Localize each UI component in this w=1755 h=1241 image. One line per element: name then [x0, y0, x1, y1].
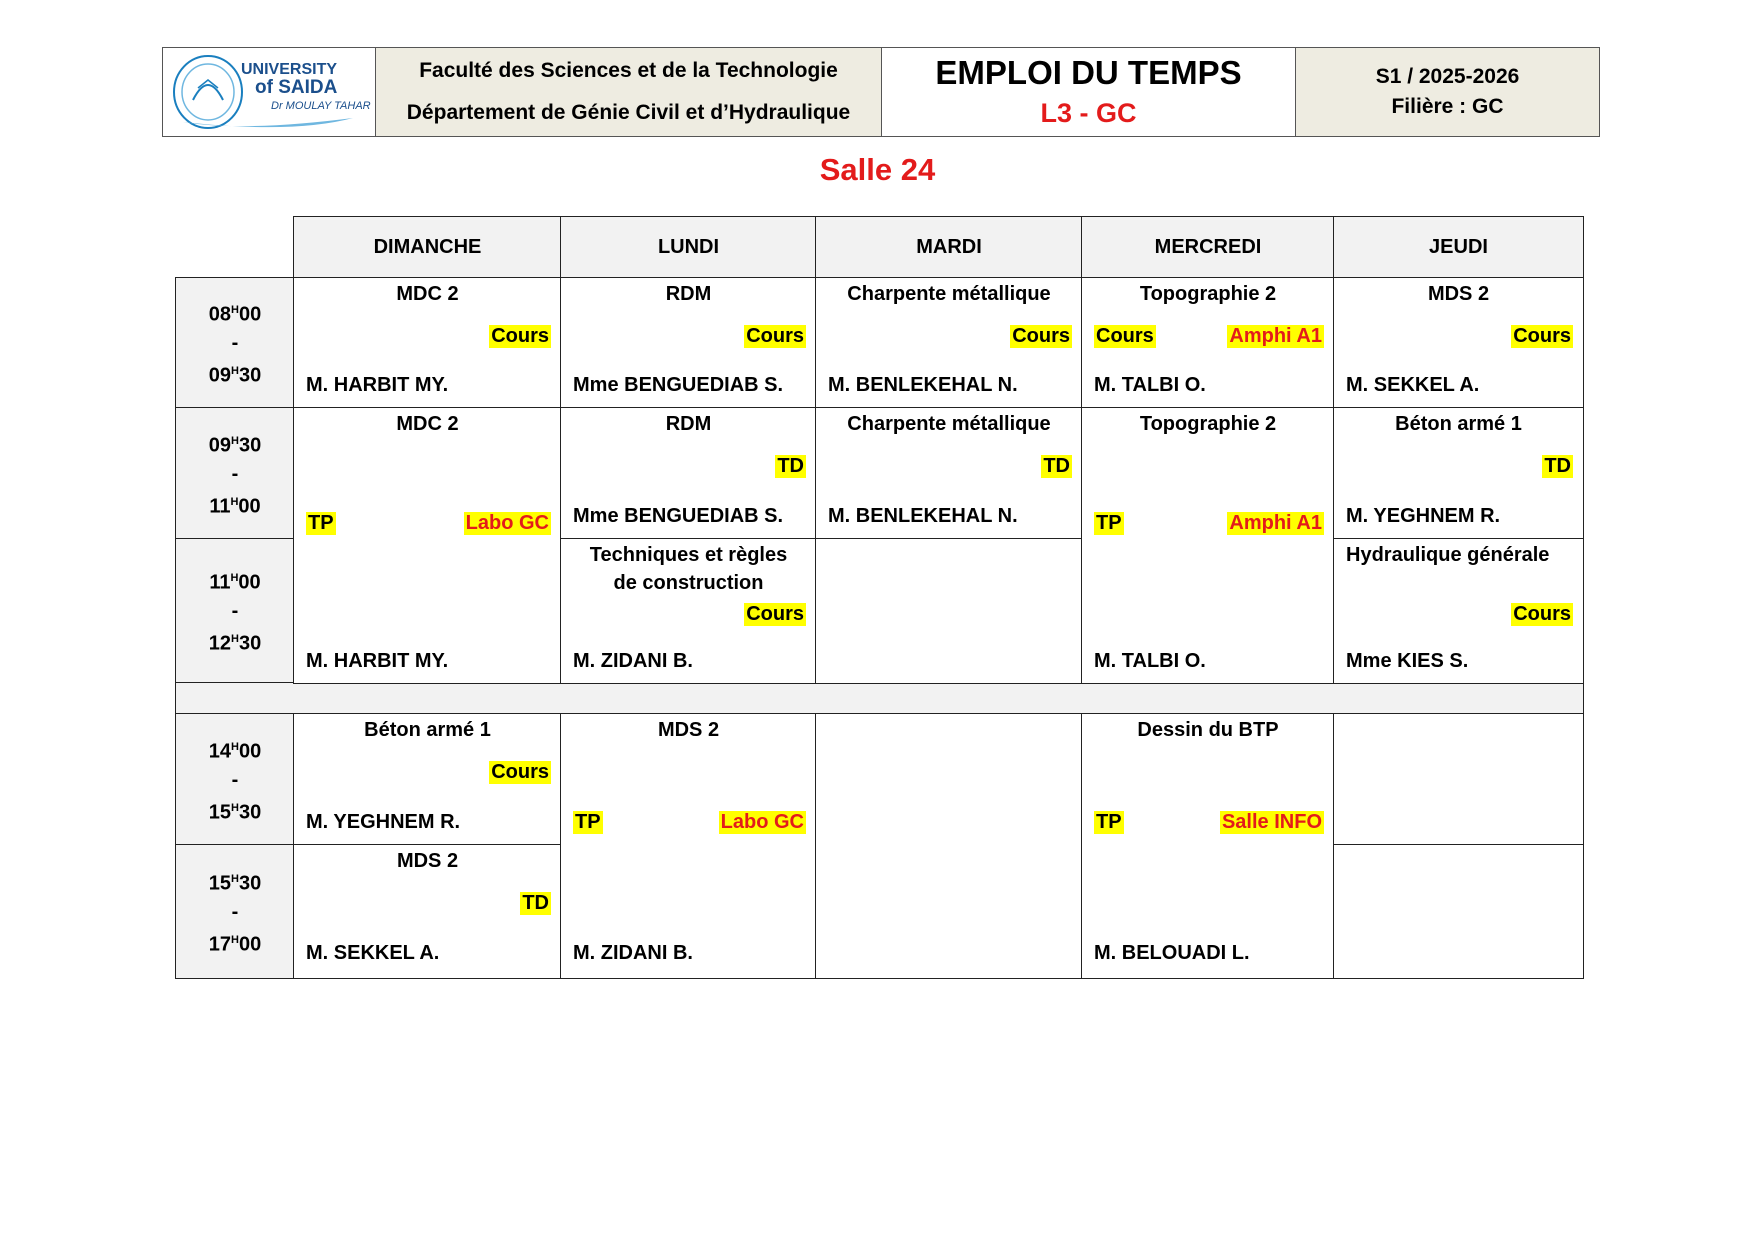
empty-cell-mardi-3: [815, 538, 1083, 684]
session-mercredi-4: Dessin du BTP TP Salle INFO M. BELOUADI L.: [1081, 713, 1335, 979]
day-header-jeudi: JEUDI: [1333, 216, 1584, 279]
session-type-badge: Cours: [1096, 325, 1154, 347]
session-type-badge: TD: [1043, 455, 1070, 477]
class-label: L3 - GC: [1040, 98, 1137, 128]
time-slot-3: $11^H00$ - $12^H30$: [175, 538, 295, 684]
time-slot-5: $15^H30$ - $17^H00$: [175, 844, 295, 979]
teacher-name: M. YEGHNEM R.: [1346, 505, 1501, 527]
session-type-badge: TP: [575, 811, 601, 833]
title-block: [882, 48, 1296, 136]
session-type-badge: TP: [1096, 811, 1122, 833]
empty-cell-jeudi-5: [1333, 844, 1584, 979]
session-type-badge: Cours: [746, 325, 804, 347]
session-lundi-4: MDS 2 TP Labo GC M. ZIDANI B.: [560, 713, 817, 979]
session-jeudi-1: MDS 2 Cours M. SEKKEL A.: [1333, 277, 1584, 409]
session-type-badge: TD: [522, 892, 549, 914]
room-badge: Amphi A1: [1229, 512, 1322, 534]
teacher-name: M. TALBI O.: [1094, 374, 1206, 396]
page-title: EMPLOI DU TEMPS: [935, 54, 1242, 91]
day-header-mercredi: MERCREDI: [1081, 216, 1335, 279]
session-jeudi-2: Béton armé 1 TD M. YEGHNEM R.: [1333, 407, 1584, 540]
teacher-name: Mme BENGUEDIAB S.: [573, 374, 784, 396]
empty-cell-mardi-pm: [815, 713, 1083, 979]
session-type-badge: Cours: [746, 603, 804, 625]
session-lundi-3: Techniques et règles de construction Cours M. ZIDANI B.: [560, 538, 817, 684]
teacher-name: M. SEKKEL A.: [1346, 374, 1480, 396]
university-logo: [163, 48, 376, 136]
svg-text:UNIVERSITY: UNIVERSITY: [241, 61, 338, 78]
svg-text:Dr MOULAY TAHAR: Dr MOULAY TAHAR: [271, 100, 371, 112]
lunch-break-row: [175, 682, 1584, 715]
time-slot-2: $09^H30$ - $11^H00$: [175, 407, 295, 540]
session-mercredi-1: Topographie 2 Cours Amphi A1 M. TALBI O.: [1081, 277, 1335, 409]
room-badge: Labo GC: [465, 512, 549, 534]
teacher-name: M. HARBIT MY.: [306, 650, 449, 672]
teacher-name: M. BELOUADI L.: [1094, 942, 1250, 964]
session-jeudi-3: Hydraulique générale Cours Mme KIES S.: [1333, 538, 1584, 684]
day-header-dimanche: DIMANCHE: [293, 216, 562, 279]
faculty-name: Faculté des Sciences et de la Technologie: [419, 59, 838, 82]
header-box: [162, 47, 1600, 137]
session-dimanche-4: Béton armé 1 Cours M. YEGHNEM R.: [293, 713, 562, 846]
day-header-mardi: MARDI: [815, 216, 1083, 279]
department-name: Département de Génie Civil et d’Hydraulique: [406, 101, 851, 124]
session-dimanche-5: MDS 2 TD M. SEKKEL A.: [293, 844, 562, 979]
session-type-badge: Cours: [1513, 603, 1571, 625]
session-type-badge: TD: [1544, 455, 1571, 477]
session-lundi-2: RDM TD Mme BENGUEDIAB S.: [560, 407, 817, 540]
room-title: Salle 24: [819, 152, 936, 187]
room-badge: Amphi A1: [1229, 325, 1322, 347]
svg-text:of SAIDA: of SAIDA: [255, 77, 338, 98]
session-type-badge: Cours: [491, 761, 549, 783]
teacher-name: M. BENLEKEHAL N.: [828, 505, 1018, 527]
empty-cell-jeudi-4: [1333, 713, 1584, 846]
semester-block: [1296, 48, 1599, 136]
day-header-lundi: LUNDI: [560, 216, 817, 279]
session-type-badge: TP: [308, 512, 334, 534]
teacher-name: M. ZIDANI B.: [573, 650, 693, 672]
time-slot-4: $14^H00$ - $15^H30$: [175, 713, 295, 846]
session-type-badge: Cours: [491, 325, 549, 347]
session-dimanche-1: MDC 2 Cours M. HARBIT MY.: [293, 277, 562, 409]
time-slot-1: $08^H00$ - $09^H30$: [175, 277, 295, 409]
teacher-name: M. HARBIT MY.: [306, 374, 449, 396]
timetable-grid: [175, 216, 1584, 979]
teacher-name: M. TALBI O.: [1094, 650, 1206, 672]
session-mardi-2: Charpente métallique TD M. BENLEKEHAL N.: [815, 407, 1083, 540]
session-mercredi-2: Topographie 2 TP Amphi A1 M. TALBI O.: [1081, 407, 1335, 684]
faculty-block: [376, 48, 882, 136]
teacher-name: M. ZIDANI B.: [573, 942, 693, 964]
room-badge: Salle INFO: [1221, 811, 1322, 833]
room-badge: Labo GC: [720, 811, 804, 833]
teacher-name: M. SEKKEL A.: [306, 942, 440, 964]
session-dimanche-2: MDC 2 TP Labo GC M. HARBIT MY.: [293, 407, 562, 684]
session-lundi-1: RDM Cours Mme BENGUEDIAB S.: [560, 277, 817, 409]
teacher-name: M. BENLEKEHAL N.: [828, 374, 1018, 396]
filiere-label: Filière : GC: [1391, 95, 1504, 118]
teacher-name: Mme KIES S.: [1346, 650, 1469, 672]
session-type-badge: TD: [777, 455, 804, 477]
semester-label: S1 / 2025-2026: [1375, 65, 1520, 88]
session-type-badge: TP: [1096, 512, 1122, 534]
session-type-badge: Cours: [1513, 325, 1571, 347]
session-type-badge: Cours: [1012, 325, 1070, 347]
logo-icon: [163, 48, 373, 135]
teacher-name: Mme BENGUEDIAB S.: [573, 505, 784, 527]
teacher-name: M. YEGHNEM R.: [306, 811, 461, 833]
session-mardi-1: Charpente métallique Cours M. BENLEKEHAL N.: [815, 277, 1083, 409]
